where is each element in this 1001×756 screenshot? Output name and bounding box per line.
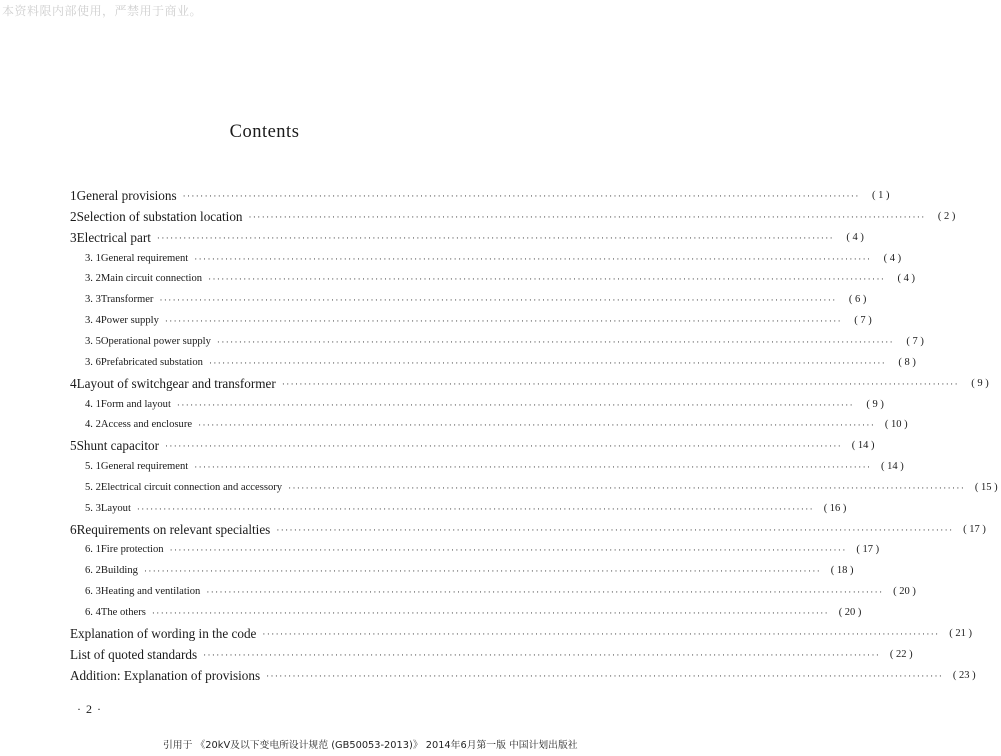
toc-entry-page: ( 4 ): [883, 252, 902, 264]
toc-entry-page: ( 17 ): [963, 523, 986, 535]
toc-entry-label: Shunt capacitor: [76, 438, 159, 454]
toc-dot-leader: [157, 229, 834, 247]
toc-dot-leader: [288, 479, 965, 497]
toc-dot-leader: [170, 541, 847, 559]
toc-entry: [70, 667, 976, 685]
toc-entry-label: Power supply: [100, 315, 159, 327]
toc-entry-number: 5. 3: [85, 502, 101, 514]
toc-entry-page: ( 9 ): [866, 398, 884, 410]
toc-entry-label: The others: [100, 607, 146, 618]
page-number: · 2 ·: [77, 702, 102, 716]
toc-entry: [85, 500, 847, 518]
footer-citation: 引用于 《20kV及以下变电所设计规范 (GB50053-2013)》 2014年6月第一版 中国计划出版社: [163, 740, 578, 751]
toc-entry-label: Transformer: [100, 294, 154, 306]
toc-dot-leader: [165, 437, 842, 455]
toc-entry-number: 3. 6: [85, 356, 101, 368]
toc-entry: [85, 416, 908, 434]
toc-entry-page: ( 14 ): [851, 440, 875, 452]
toc-entry-page: ( 20 ): [893, 586, 916, 598]
toc-entry-label: Electrical circuit connection and accessory: [100, 481, 283, 493]
toc-entry-page: ( 1 ): [871, 190, 890, 201]
toc-entry-page: ( 8 ): [898, 356, 916, 368]
toc-entry: [70, 375, 989, 393]
toc-entry: [85, 604, 862, 622]
toc-entry-page: ( 7 ): [906, 335, 924, 347]
toc-entry-page: ( 20 ): [838, 607, 862, 618]
toc-dot-leader: [276, 521, 953, 539]
toc-entry-page: ( 10 ): [884, 419, 908, 431]
toc-entry-number: 3. 3: [85, 294, 101, 306]
toc-entry: [85, 312, 872, 330]
toc-entry-number: 5. 1: [85, 461, 101, 473]
toc-entry-label: Layout of switchgear and transformer: [76, 375, 276, 391]
toc-entry: [85, 354, 916, 372]
toc-entry-label: Heating and ventilation: [100, 586, 201, 598]
toc-dot-leader: [282, 375, 959, 393]
toc-entry: [70, 229, 864, 247]
toc-entry-number: 1: [70, 188, 77, 203]
toc-entry-number: 6. 1: [85, 544, 101, 556]
toc-entry: [70, 625, 972, 643]
toc-dot-leader: [159, 291, 836, 309]
toc-entry-number: 3. 1: [85, 252, 101, 264]
watermark: 本资料限内部使用，严禁用于商业。: [2, 4, 203, 18]
toc-entry-number: 5: [70, 438, 77, 454]
toc-dot-leader: [152, 604, 829, 622]
toc-entry-number: 6. 4: [85, 607, 101, 618]
toc-entry-page: ( 16 ): [823, 502, 847, 514]
toc-dot-leader: [266, 667, 943, 685]
toc-entry: [70, 437, 875, 455]
toc-entry-label: Electrical part: [76, 229, 151, 245]
toc-entry-page: ( 14 ): [881, 461, 904, 473]
toc-dot-leader: [177, 396, 854, 414]
toc-dot-leader: [194, 250, 871, 268]
toc-dot-leader: [165, 312, 842, 330]
toc-entry-page: ( 7 ): [854, 315, 872, 327]
toc-dot-leader: [203, 646, 880, 664]
toc-entry-label: Access and enclosure: [100, 419, 193, 431]
toc-entry-label: General requirement: [100, 461, 189, 473]
toc-entry: [85, 333, 924, 351]
toc-entry: [85, 458, 904, 476]
toc-dot-leader: [144, 562, 821, 580]
toc-entry: [85, 541, 880, 559]
toc-entry-number: 5. 2: [85, 481, 101, 493]
toc-entry-label: Form and layout: [100, 398, 171, 410]
toc-entry-label: Building: [100, 565, 138, 577]
toc-dot-leader: [137, 500, 814, 518]
toc-entry-number: 4: [70, 375, 77, 391]
toc-entry: [70, 646, 913, 664]
toc-entry: [85, 291, 867, 309]
toc-dot-leader: [206, 583, 883, 601]
toc-entry-page: ( 17 ): [856, 544, 880, 556]
toc-entry-label: Requirements on relevant specialties: [76, 521, 271, 537]
toc-entry-page: ( 6 ): [848, 294, 867, 306]
toc-entry-page: ( 18 ): [830, 565, 854, 577]
toc-entry-number: 3. 2: [85, 273, 101, 285]
toc-entry-label: Main circuit connection: [100, 273, 203, 285]
toc-entry-number: 3. 4: [85, 315, 101, 327]
toc-entry-number: 3: [70, 229, 77, 245]
toc-dot-leader: [217, 333, 894, 351]
toc-entry: [85, 270, 915, 288]
toc-entry: [85, 562, 854, 580]
toc-dot-leader: [262, 625, 939, 643]
toc-entry-label: Operational power supply: [100, 335, 211, 347]
toc-entry-label: Selection of substation location: [76, 208, 243, 224]
toc-entry-number: 6: [70, 521, 77, 537]
toc-entry: [70, 521, 986, 539]
toc-dot-leader: [198, 416, 875, 434]
toc-entry-number: 6. 3: [85, 586, 101, 598]
toc-entry-label: General provisions: [76, 188, 177, 203]
page-title: Contents: [229, 122, 300, 142]
toc-entry-number: 6. 2: [85, 565, 101, 577]
toc-entry-label: General requirement: [100, 252, 189, 264]
toc-dot-leader: [183, 187, 860, 205]
toc-entry-page: ( 4 ): [846, 231, 864, 243]
toc-entry: [85, 396, 884, 414]
toc-entry: [70, 187, 890, 205]
toc-entry: [70, 208, 956, 226]
toc-entry-number: 2: [70, 208, 77, 224]
toc-entry-page: ( 9 ): [971, 377, 989, 389]
toc-entry-page: ( 21 ): [949, 627, 972, 639]
toc-entry-page: ( 15 ): [974, 481, 998, 493]
toc-dot-leader: [194, 458, 871, 476]
toc-dot-leader: [209, 354, 886, 372]
toc-entry-number: 4. 2: [85, 419, 101, 431]
toc-dot-leader: [208, 270, 885, 288]
toc-entry-number: 3. 5: [85, 335, 101, 347]
toc-entry-page: ( 4 ): [897, 273, 915, 285]
toc-entry-label: Fire protection: [100, 544, 164, 556]
toc-entry-label: Explanation of wording in the code: [70, 625, 257, 641]
toc-entry-label: Layout: [100, 502, 131, 514]
toc-entry: [85, 479, 998, 497]
toc-entry-number: 4. 1: [85, 398, 101, 410]
toc-entry-label: List of quoted standards: [70, 646, 198, 662]
toc-entry-label: Prefabricated substation: [100, 356, 203, 368]
toc-entry-page: ( 2 ): [937, 210, 956, 222]
toc-entry-page: ( 22 ): [889, 648, 913, 660]
toc-entry: [85, 250, 902, 268]
toc-dot-leader: [249, 208, 926, 226]
toc-entry-label: Addition: Explanation of provisions: [70, 667, 261, 683]
toc-entry-page: ( 23 ): [952, 669, 976, 681]
toc-entry: [85, 583, 916, 601]
